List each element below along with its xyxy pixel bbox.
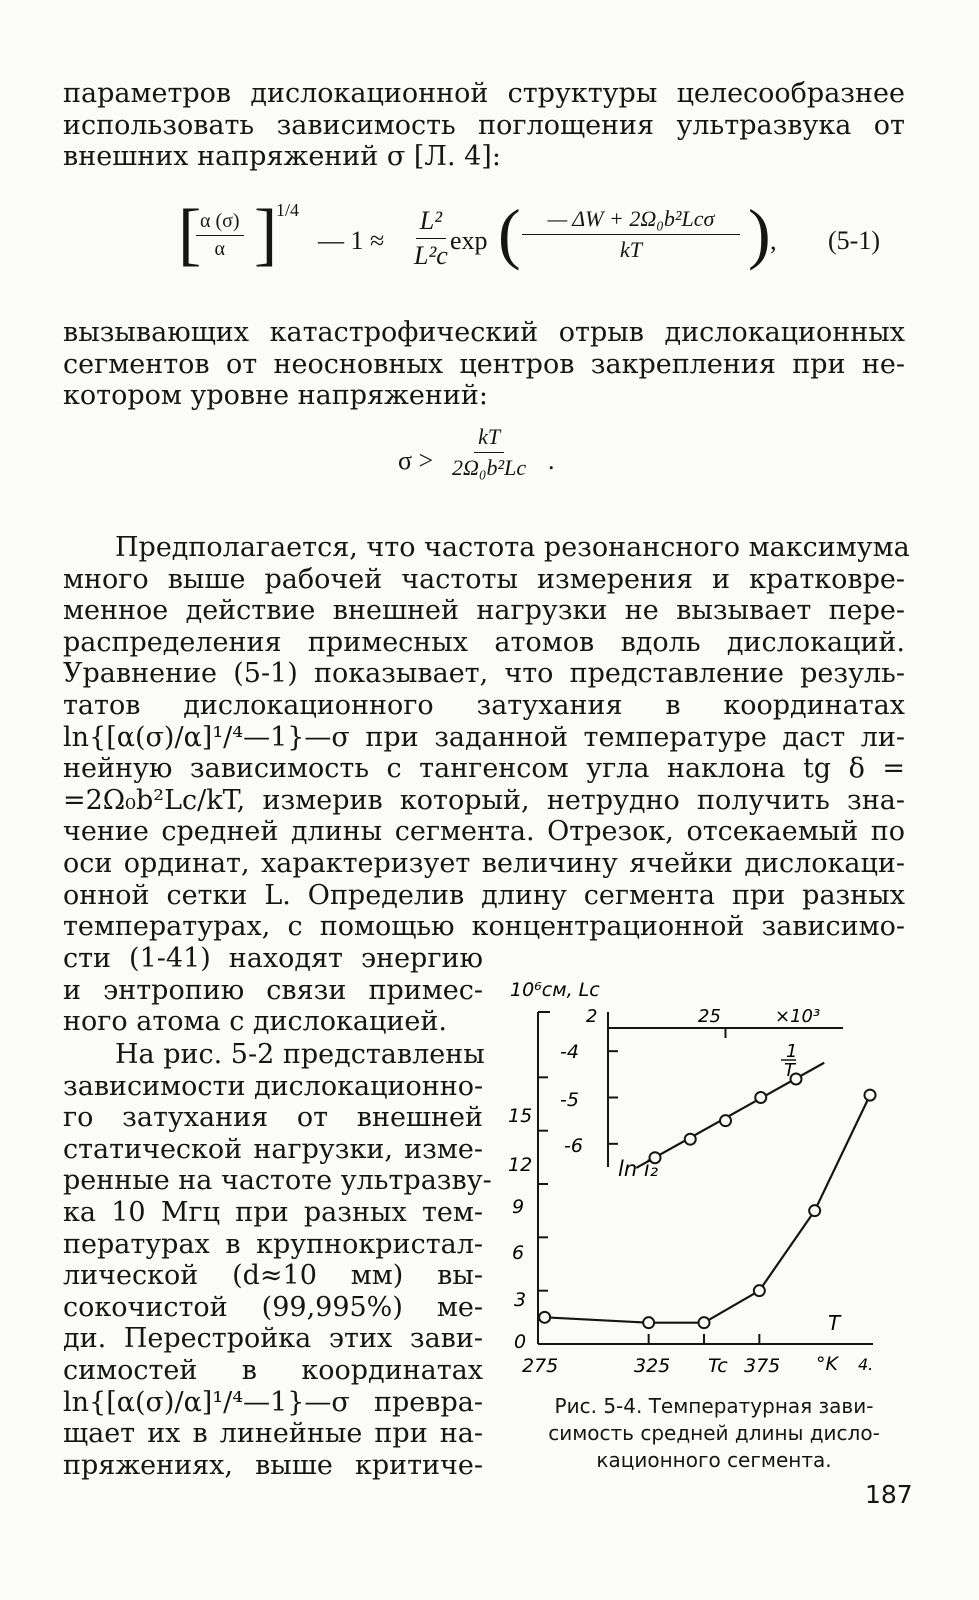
text-line: нейную зависимость с тангенсом угла наклона tg δ =: [63, 753, 905, 785]
text-line: менное действие внешней нагрузки не вызывает пере-: [63, 595, 905, 627]
text-line: ка 10 Мгц при разных тем-: [63, 1196, 483, 1228]
inset-series-points: [650, 1073, 802, 1163]
main-x-tick-label: 325: [634, 1355, 671, 1377]
text-line: сти (1-41) находят энергию: [63, 943, 483, 974]
text-line: и энтропию связи примес-: [63, 974, 483, 1006]
text-line: ln{[α(σ)/α]¹/⁴—1}—σ превра-: [63, 1386, 483, 1418]
text-line: симостей в координатах: [63, 1354, 483, 1386]
inset-y-tick-label: -5: [560, 1089, 579, 1111]
text-line: ного атома с дислокацией.: [63, 1006, 447, 1038]
y-axis-title: 10⁶см, Lc: [510, 979, 600, 1001]
main-data-point: [539, 1312, 550, 1323]
main-data-point: [754, 1285, 765, 1296]
length-denominator: L²c: [414, 241, 448, 270]
formula-dot: .: [548, 446, 555, 475]
main-y-tick-label: 12: [508, 1154, 533, 1176]
main-series-points: [539, 1090, 875, 1329]
after-formula-paragraph: [63, 317, 905, 412]
main-y-tick-label: 6: [512, 1242, 525, 1264]
text-line: =2Ω₀b²Lc/kT, измерив который, нетрудно получить зна-: [63, 784, 905, 816]
caption-line: Рис. 5-4. Температурная зави-: [554, 1394, 874, 1418]
inset-data-point: [755, 1092, 766, 1103]
left-bracket: [: [178, 196, 202, 273]
inset-data-point: [685, 1134, 696, 1145]
inset-top-tick-label: 25: [698, 1006, 721, 1027]
inset-ticks: [608, 1028, 726, 1144]
inset-y-tick-label: -4: [560, 1041, 579, 1063]
text-line: внешних напряжений σ [Л. 4]:: [63, 141, 501, 173]
critical-fraction: [448, 424, 530, 481]
text-line: татов дислокационного затухания в координатах: [63, 689, 905, 721]
text-line: параметров дислокационной структуры целесообразнее: [63, 78, 905, 109]
main-paragraph: [63, 532, 910, 943]
text-line: На рис. 5-2 представлены: [115, 1039, 485, 1070]
inset-x-label-denominator: T: [784, 1060, 795, 1081]
exp-label: exp: [450, 226, 488, 255]
text-line: температурах, с помощью концентрационной зависимо-: [63, 911, 905, 943]
text-line: пряжениях, выше критиче-: [63, 1449, 483, 1481]
main-x-tick-label: Tc: [708, 1355, 728, 1377]
main-y-tick-label: 0: [514, 1331, 527, 1353]
inset-top-tick-label: ×10³: [775, 1006, 821, 1027]
page-number: 187: [865, 1480, 913, 1509]
formula-critical-stress: [398, 424, 568, 494]
text-line: сокочистой (99,995%) ме-: [63, 1291, 483, 1323]
minus-one-approx: — 1 ≈: [318, 226, 385, 255]
main-series-label: T: [828, 1311, 841, 1335]
text-line: Уравнение (5-1) показывает, что представление резуль-: [63, 658, 905, 690]
main-y-tick-label: 9: [512, 1196, 525, 1218]
alpha-ratio-denominator: α: [214, 238, 226, 260]
main-y-tick-label: 3: [514, 1289, 527, 1311]
exponent: 1/4: [276, 200, 300, 220]
main-data-point: [865, 1090, 876, 1101]
figure-axes: [538, 1012, 873, 1344]
length-ratio-fraction: [410, 206, 452, 271]
exp-numerator: — ΔW + 2Ω₀b²Lcσ: [522, 206, 740, 235]
main-x-tick-label: 375: [744, 1355, 781, 1377]
text-line: ln{[α(σ)/α]¹/⁴—1}—σ при заданной температуре даст ли-: [63, 721, 905, 753]
main-x-unit-label: °K: [816, 1353, 838, 1375]
text-line: щает их в линейные при на-: [63, 1418, 483, 1450]
text-line: ренные на частоте ультразву-: [63, 1165, 492, 1197]
length-numerator: L²: [416, 206, 446, 239]
text-line: онной сетки L. Определив длину сегмента при разных: [63, 879, 905, 911]
text-line: зависимости дислокационно-: [63, 1070, 484, 1102]
text-line: оси ординат, характеризует величину ячейки дислокаци-: [63, 847, 905, 879]
exp-denominator: kT: [620, 237, 642, 262]
critical-numerator: kT: [474, 424, 504, 453]
text-line: Предполагается, что частота резонансного максимума: [115, 532, 910, 563]
text-line: статической нагрузки, изме-: [63, 1133, 483, 1165]
sigma-greater: σ >: [398, 446, 434, 475]
text-line: распределения примесных атомов вдоль дислокаций.: [63, 626, 905, 658]
right-bracket: ]: [254, 196, 278, 273]
critical-denominator: 2Ω₀b²Lc: [452, 455, 527, 480]
page-mark: 4.: [858, 1355, 874, 1374]
left-column-paragraph-1: [63, 943, 483, 1038]
alpha-ratio-fraction: [196, 210, 244, 261]
main-data-point: [643, 1317, 654, 1328]
figure-5-4: [498, 972, 908, 1382]
formula-comma: ,: [770, 226, 777, 255]
inset-top-tick-label: 2: [586, 1006, 598, 1027]
inset-x-label-numerator: 1: [786, 1041, 798, 1062]
text-line: сегментов от неосновных центров закрепления при не-: [63, 348, 905, 380]
text-line: много выше рабочей частоты измерения и кратковре-: [63, 563, 905, 595]
text-line: лической (d≈10 мм) вы-: [63, 1260, 483, 1292]
text-line: чение средней длины сегмента. Отрезок, отсекаемый по: [63, 816, 905, 848]
figure-caption: [514, 1393, 914, 1474]
text-line: го затухания от внешней: [63, 1102, 483, 1134]
text-line: ди. Перестройка этих зави-: [63, 1323, 483, 1355]
text-line: котором уровне напряжений:: [63, 380, 488, 412]
exp-fraction: [522, 206, 740, 263]
left-column-paragraph-2: [63, 1039, 492, 1481]
text-line: пературах в крупнокристал-: [63, 1228, 483, 1260]
main-data-point: [699, 1317, 710, 1328]
caption-line: кационного сегмента.: [596, 1448, 832, 1472]
caption-line: симость средней длины дисло-: [548, 1421, 880, 1445]
main-data-point: [809, 1205, 820, 1216]
main-x-tick-label: 275: [522, 1355, 559, 1377]
intro-paragraph: [63, 78, 905, 173]
left-paren: (: [498, 195, 521, 271]
right-paren: ): [748, 195, 771, 271]
text-line: вызывающих катастрофический отрыв дислокационных: [63, 317, 905, 348]
main-y-tick-label: 15: [508, 1105, 533, 1127]
text-line: использовать зависимость поглощения ультразвука от: [63, 109, 905, 141]
equation-number: (5-1): [828, 226, 880, 255]
inset-y-axis-label: ln i₂: [618, 1157, 659, 1181]
alpha-ratio-numerator: α (σ): [196, 210, 244, 236]
inset-y-tick-label: -6: [564, 1135, 583, 1157]
formula-5-1: [178, 195, 908, 288]
inset-data-point: [720, 1115, 731, 1126]
